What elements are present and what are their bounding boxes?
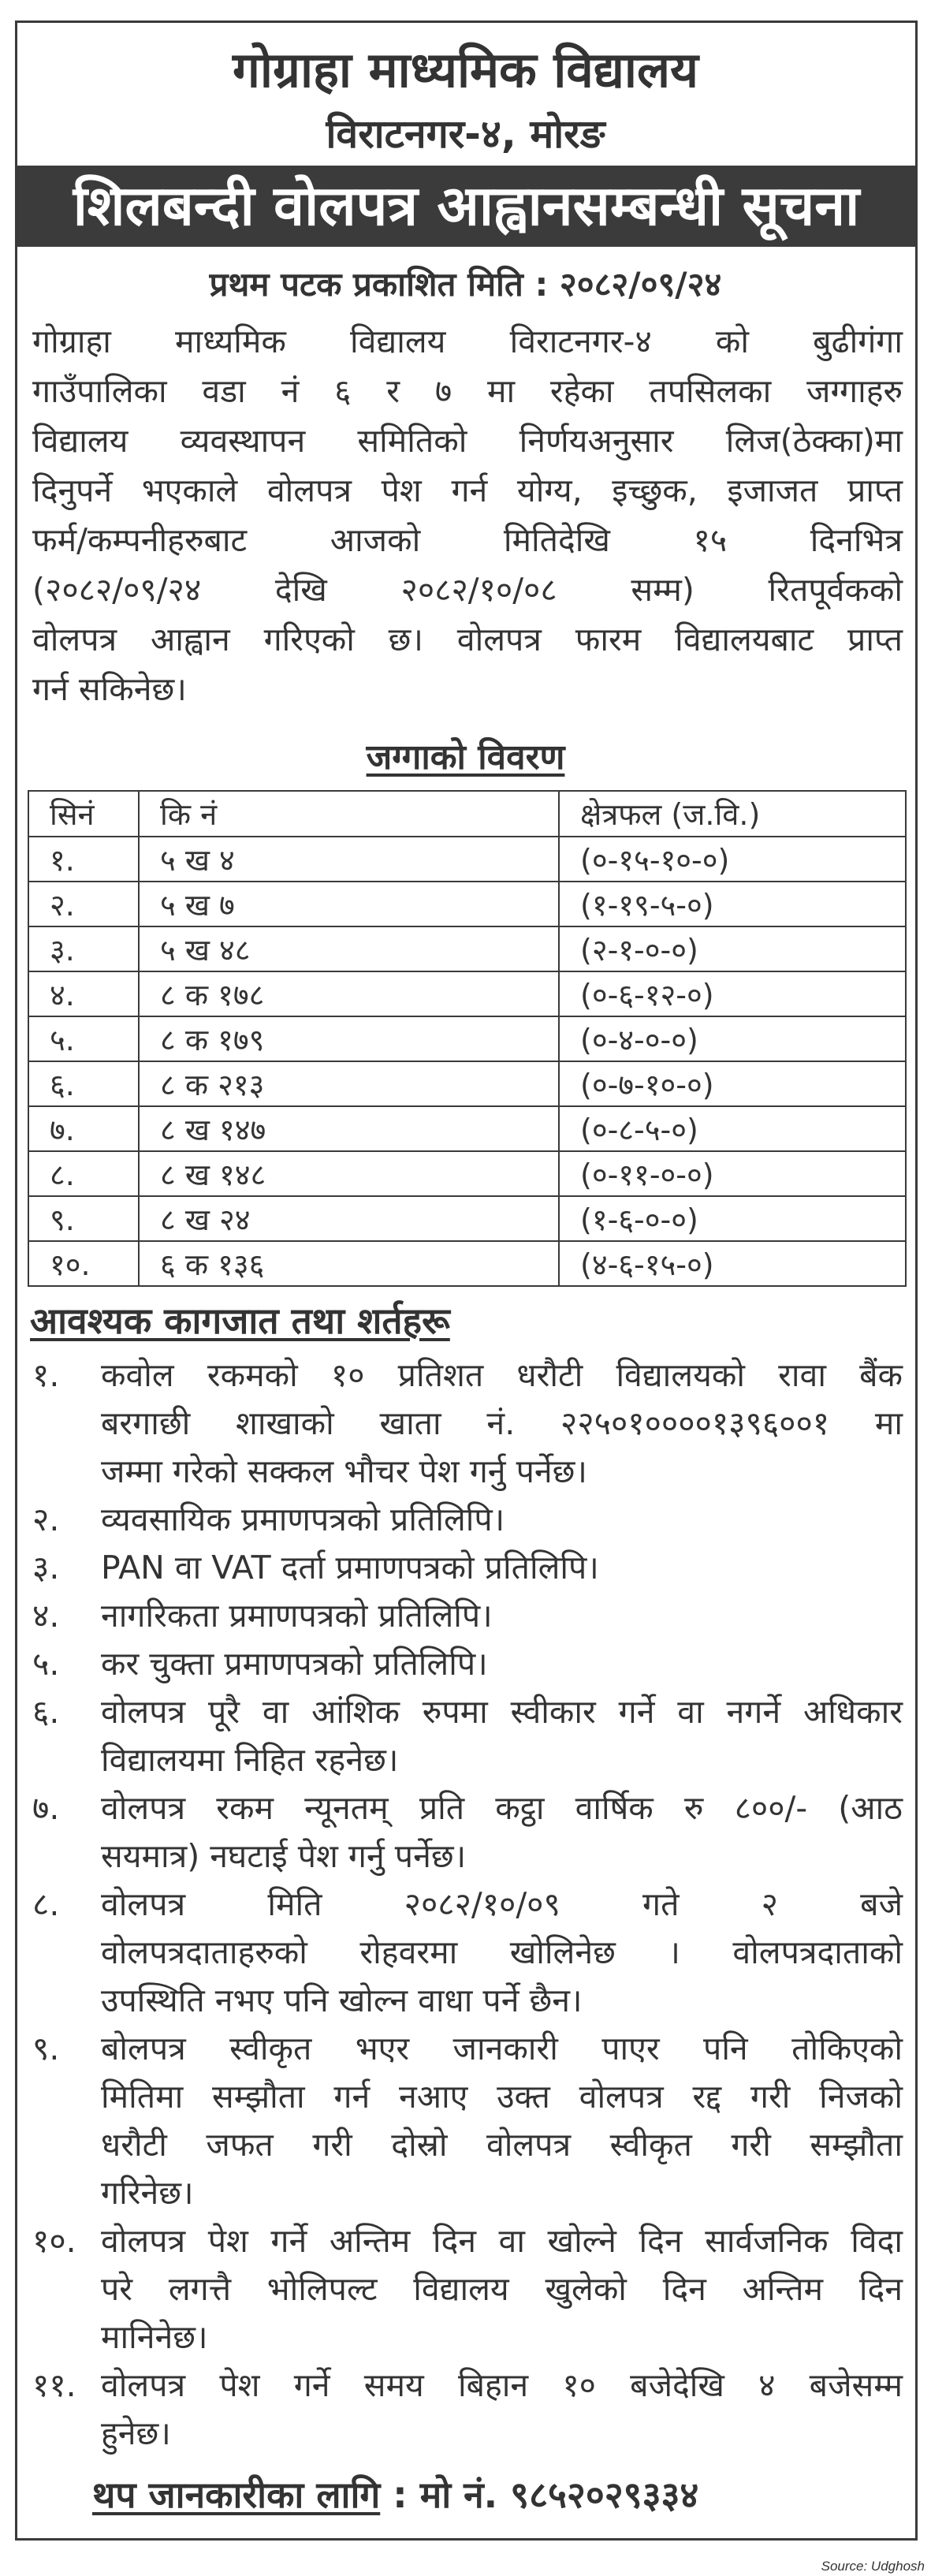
term-number: ७. bbox=[32, 1789, 60, 1827]
term-number: १. bbox=[32, 1356, 60, 1394]
land-details-heading: जग्गाको विवरण bbox=[366, 737, 565, 777]
term-item bbox=[32, 1592, 903, 1640]
contact-label: थप जानकारीका लागि bbox=[92, 2473, 381, 2516]
term-item bbox=[32, 2362, 903, 2458]
term-number: ९. bbox=[32, 2030, 60, 2067]
table-row bbox=[28, 1106, 906, 1151]
cell-plot-no: ८ ख १४८ bbox=[139, 1151, 559, 1196]
cell-area: (४-६-१५-०) bbox=[559, 1241, 906, 1286]
term-item bbox=[32, 1496, 903, 1544]
term-item bbox=[32, 1640, 903, 1688]
term-line: हुनेछ। bbox=[101, 2414, 171, 2452]
term-text bbox=[101, 1640, 903, 1688]
term-line: बरगाछी शाखाको खाता नं. २२५०१००००१३९६००१ मा bbox=[101, 1404, 903, 1442]
table-row bbox=[28, 1196, 906, 1241]
cell-area: (१-१९-५-०) bbox=[559, 882, 906, 926]
cell-sn: ९. bbox=[28, 1196, 139, 1241]
column-header-plot-no: कि नं bbox=[139, 791, 559, 837]
term-text bbox=[101, 1688, 903, 1784]
column-header-sn: सिनं bbox=[28, 791, 139, 837]
term-line: उपस्थिति नभए पनि खोल्न वाधा पर्ने छैन। bbox=[101, 1981, 583, 2019]
cell-area: (०-१५-१०-०) bbox=[559, 837, 906, 882]
term-line: व्यवसायिक प्रमाणपत्रको प्रतिलिपि। bbox=[101, 1500, 505, 1538]
term-number: ८. bbox=[32, 1885, 60, 1923]
cell-sn: ४. bbox=[28, 971, 139, 1016]
term-item bbox=[32, 1688, 903, 1784]
table-row bbox=[28, 971, 906, 1016]
term-line: वोलपत्रदाताहरुको रोहवरमा खोलिनेछ । वोलपत्रदाताको bbox=[101, 1933, 903, 1971]
term-text bbox=[101, 1351, 903, 1496]
term-line: वोलपत्र पेश गर्ने समय बिहान १० बजेदेखि ४ बजेसम्म bbox=[101, 2366, 903, 2404]
cell-area: (०-४-०-०) bbox=[559, 1016, 906, 1061]
cell-sn: ७. bbox=[28, 1106, 139, 1151]
term-line: वोलपत्र मिति २०८२/१०/०९ गते २ बजे bbox=[101, 1885, 903, 1923]
term-line: नागरिकता प्रमाणपत्रको प्रतिलिपि। bbox=[101, 1597, 493, 1635]
table-row bbox=[28, 1151, 906, 1196]
term-item bbox=[32, 1351, 903, 1496]
term-line: धरौटी जफत गरी दोस्रो वोलपत्र स्वीकृत गरी सम्झौता bbox=[101, 2126, 903, 2164]
term-number: ३. bbox=[32, 1549, 60, 1586]
table-row bbox=[28, 1061, 906, 1106]
cell-plot-no: ८ ख २४ bbox=[139, 1196, 559, 1241]
term-number: ६. bbox=[32, 1693, 60, 1731]
contact-number: : मो नं. ९८५२०२९३३४ bbox=[380, 2473, 699, 2516]
term-text bbox=[101, 1544, 903, 1592]
cell-sn: १. bbox=[28, 837, 139, 882]
cell-area: (०-७-१०-०) bbox=[559, 1061, 906, 1106]
table-row bbox=[28, 837, 906, 882]
term-line: PAN वा VAT दर्ता प्रमाणपत्रको प्रतिलिपि। bbox=[101, 1549, 599, 1586]
table-row bbox=[28, 1016, 906, 1061]
cell-plot-no: ८ क १७९ bbox=[139, 1016, 559, 1061]
cell-area: (०-६-१२-०) bbox=[559, 971, 906, 1016]
school-name: गोग्राहा माध्यमिक विद्यालय bbox=[233, 41, 698, 99]
cell-sn: ८. bbox=[28, 1151, 139, 1196]
term-line: बोलपत्र स्वीकृत भएर जानकारी पाएर पनि तोकिएको bbox=[101, 2030, 903, 2067]
term-line: गरिनेछ। bbox=[101, 2174, 194, 2212]
term-line: मानिनेछ। bbox=[101, 2318, 208, 2356]
term-line: जम्मा गरेको सक्कल भौचर पेश गर्नु पर्नेछ। bbox=[101, 1452, 587, 1490]
term-number: ५. bbox=[32, 1645, 60, 1683]
term-text bbox=[101, 2362, 903, 2458]
column-header-area: क्षेत्रफल (ज.वि.) bbox=[559, 791, 906, 837]
cell-sn: ६. bbox=[28, 1061, 139, 1106]
paragraph-line: (२०८२/०९/२४ देखि २०८२/१०/०८ सम्म) रितपूर्वकको bbox=[32, 571, 903, 609]
term-line: वोलपत्र पूरै वा आंशिक रुपमा स्वीकार गर्ने वा नगर्ने अधिकार bbox=[101, 1693, 903, 1731]
term-number: २. bbox=[32, 1500, 60, 1538]
cell-plot-no: ८ क १७८ bbox=[139, 971, 559, 1016]
term-line: वोलपत्र रकम न्यूनतम् प्रति कट्ठा वार्षिक रु ८००/- (आठ bbox=[101, 1789, 903, 1827]
source-credit: Source: Udghosh bbox=[821, 2559, 925, 2574]
table-row bbox=[28, 926, 906, 971]
term-number: १०. bbox=[32, 2222, 76, 2260]
table-row bbox=[28, 1241, 906, 1286]
intro-paragraph bbox=[32, 317, 903, 714]
cell-plot-no: ८ ख १४७ bbox=[139, 1106, 559, 1151]
term-text bbox=[101, 1881, 903, 2025]
cell-plot-no: ५ ख ४८ bbox=[139, 926, 559, 971]
cell-sn: १०. bbox=[28, 1241, 139, 1286]
term-item bbox=[32, 1881, 903, 2025]
paragraph-line: दिनुपर्ने भएकाले वोलपत्र पेश गर्न योग्य, इच्छुक, इजाजत प्राप्त bbox=[32, 472, 903, 509]
cell-plot-no: ५ ख ४ bbox=[139, 837, 559, 882]
term-text bbox=[101, 2025, 903, 2217]
cell-sn: ५. bbox=[28, 1016, 139, 1061]
cell-plot-no: ५ ख ७ bbox=[139, 882, 559, 926]
term-item bbox=[32, 2025, 903, 2217]
cell-sn: ३. bbox=[28, 926, 139, 971]
cell-area: (२-१-०-०) bbox=[559, 926, 906, 971]
term-item bbox=[32, 1544, 903, 1592]
cell-sn: २. bbox=[28, 882, 139, 926]
cell-plot-no: ८ क २१३ bbox=[139, 1061, 559, 1106]
paragraph-line: विद्यालय व्यवस्थापन समितिको निर्णयअनुसार लिज(ठेक्का)मा bbox=[32, 422, 903, 460]
term-text bbox=[101, 1592, 903, 1640]
paragraph-line: गर्न सकिनेछ। bbox=[32, 670, 187, 708]
contact-footer bbox=[92, 2471, 698, 2518]
paragraph-line: गोग्राहा माध्यमिक विद्यालय विराटनगर-४ को बुढीगंगा bbox=[32, 322, 903, 360]
cell-area: (१-६-०-०) bbox=[559, 1196, 906, 1241]
paragraph-line: वोलपत्र आह्वान गरिएको छ। वोलपत्र फारम विद्यालयबाट प्राप्त bbox=[32, 621, 903, 658]
school-address: विराटनगर-४, मोरङ bbox=[326, 111, 605, 157]
terms-heading: आवश्यक कागजात तथा शर्तहरू bbox=[30, 1299, 450, 1342]
table-header-row bbox=[28, 791, 906, 837]
term-line: कवोल रकमको १० प्रतिशत धरौटी विद्यालयको रावा बैंक bbox=[101, 1356, 903, 1394]
cell-area: (०-८-५-०) bbox=[559, 1106, 906, 1151]
term-number: ११. bbox=[32, 2366, 76, 2404]
term-line: कर चुक्ता प्रमाणपत्रको प्रतिलिपि। bbox=[101, 1645, 488, 1683]
term-line: वोलपत्र पेश गर्ने अन्तिम दिन वा खोल्ने दिन सार्वजनिक विदा bbox=[101, 2222, 903, 2260]
term-line: परे लगत्तै भोलिपल्ट विद्यालय खुलेको दिन अन्तिम दिन bbox=[101, 2270, 903, 2308]
publish-date: प्रथम पटक प्रकाशित मिति : २०८२/०९/२४ bbox=[209, 265, 722, 304]
term-line: सयमात्र) नघटाई पेश गर्नु पर्नेछ। bbox=[101, 1837, 467, 1875]
term-line: विद्यालयमा निहित रहनेछ। bbox=[101, 1741, 399, 1779]
paragraph-line: गाउँपालिका वडा नं ६ र ७ मा रहेका तपसिलका जग्गाहरु bbox=[32, 372, 903, 410]
cell-area: (०-११-०-०) bbox=[559, 1151, 906, 1196]
term-line: मितिमा सम्झौता गर्न नआए उक्त वोलपत्र रद्द गरी निजको bbox=[101, 2078, 903, 2116]
term-number: ४. bbox=[32, 1597, 60, 1635]
terms-list bbox=[32, 1351, 903, 2458]
term-text bbox=[101, 1784, 903, 1881]
paragraph-line: फर्म/कम्पनीहरुबाट आजको मितिदेखि १५ दिनभित्र bbox=[32, 521, 903, 559]
table-row bbox=[28, 882, 906, 926]
term-text bbox=[101, 2217, 903, 2362]
term-item bbox=[32, 1784, 903, 1881]
term-item bbox=[32, 2217, 903, 2362]
cell-plot-no: ६ क १३६ bbox=[139, 1241, 559, 1286]
notice-title: शिलबन्दी वोलपत्र आह्वानसम्बन्धी सूचना bbox=[17, 166, 915, 247]
land-table bbox=[28, 790, 907, 1287]
term-text bbox=[101, 1496, 903, 1544]
